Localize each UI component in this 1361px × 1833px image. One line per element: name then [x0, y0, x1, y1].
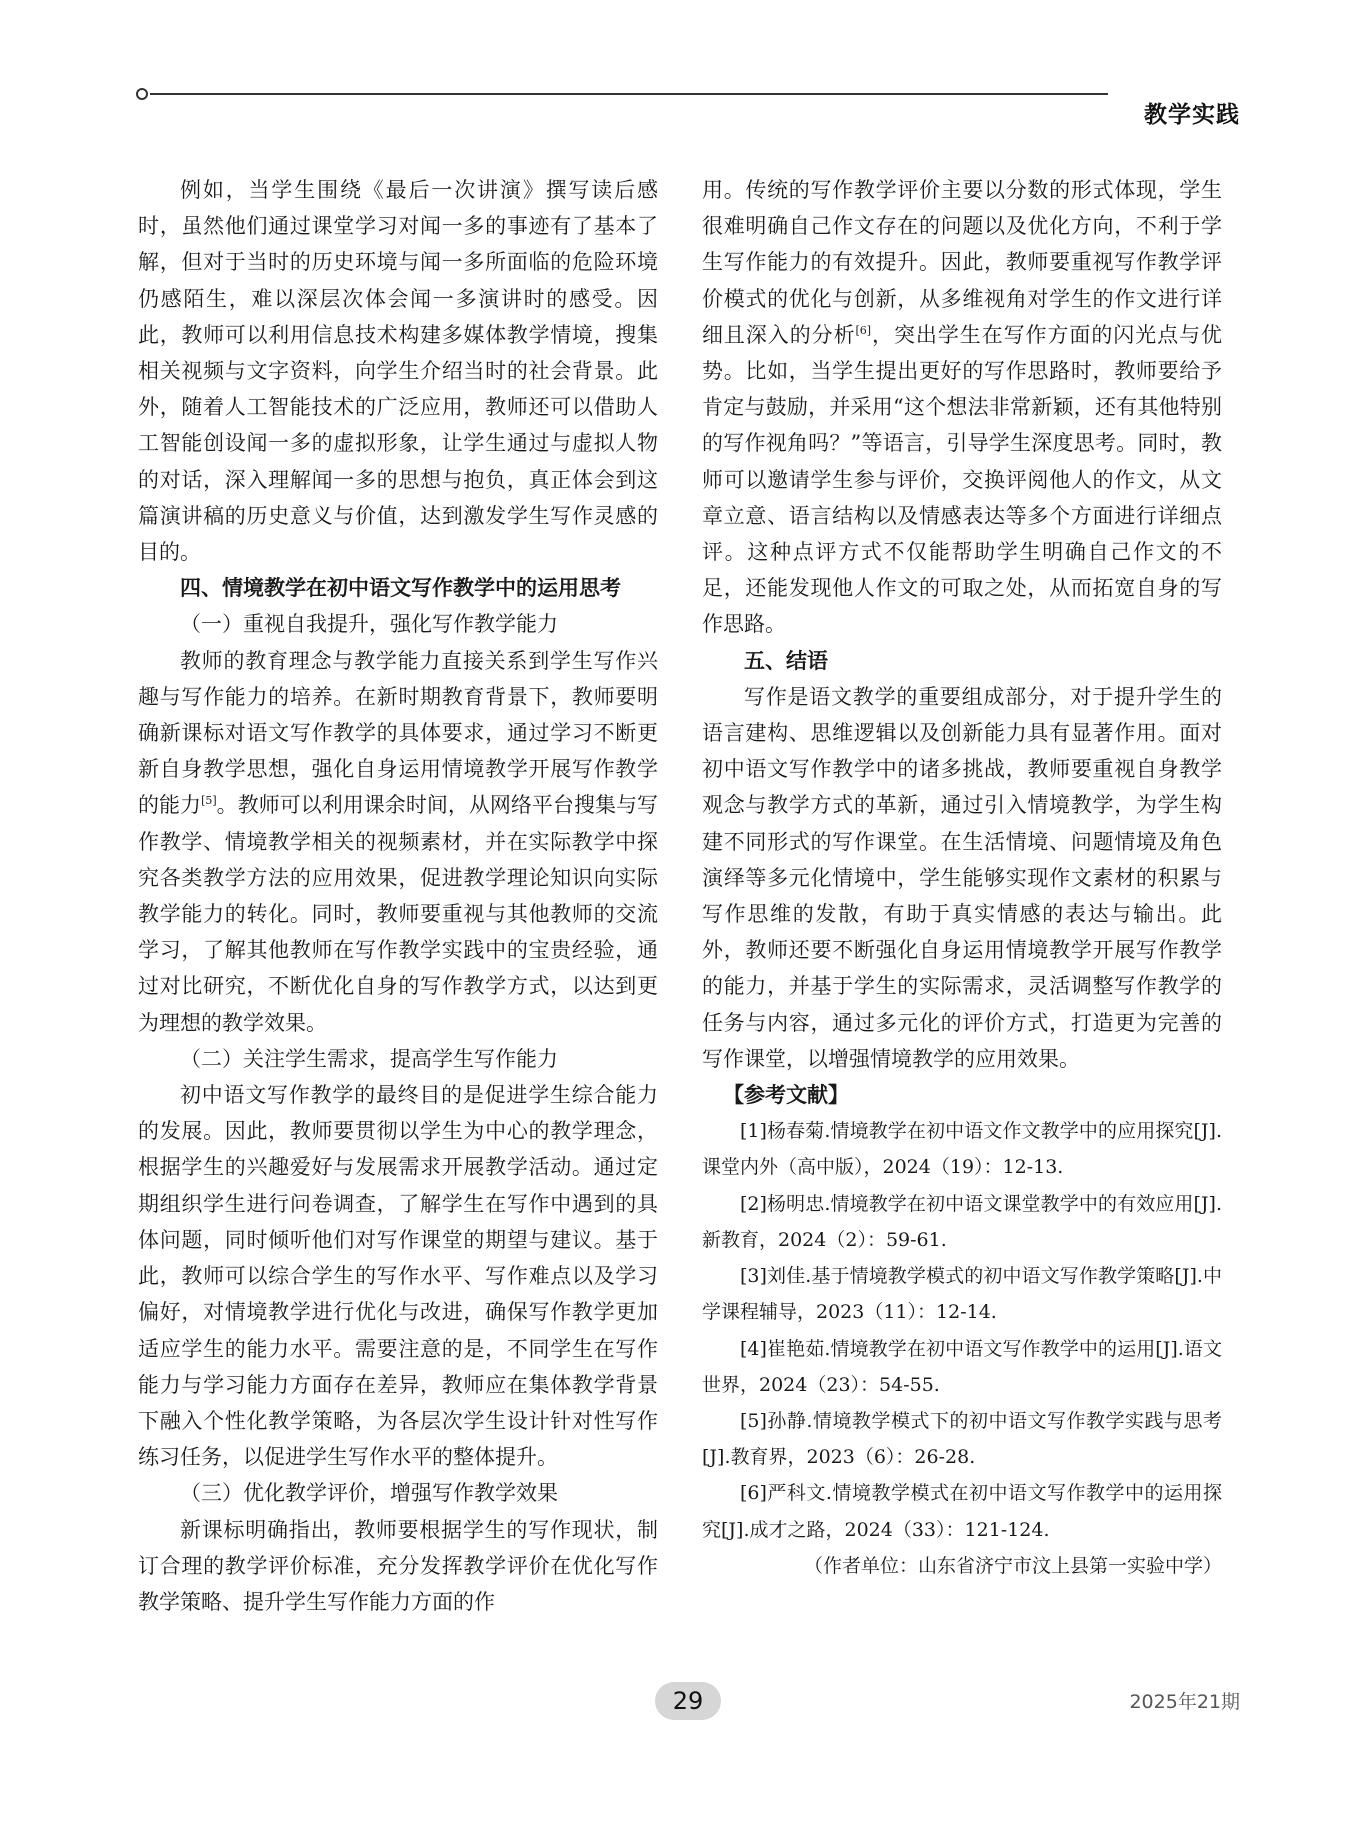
section-title: 教学实践: [1144, 102, 1240, 128]
paragraph-text: 。教师可以利用课余时间，从网络平台搜集与写作教学、情境教学相关的视频素材，并在实际教学中探究各类教学方法的应用效果，促进教学理论知识向实际教学能力的转化。同时，教师要重视与其他教师的交流学习，了解其他教师在写作教学实践中的宝贵经验，通过对比研究，不断优化自身的写作教学方式，以达到更为理想的教学效果。: [138, 793, 659, 1035]
left-column: [138, 172, 658, 1620]
paragraph: 例如，当学生围绕《最后一次讲演》撰写读后感时，虽然他们通过课堂学习对闻一多的事迹有了基本了解，但对于当时的历史环境与闻一多所面临的危险环境仍感陌生，难以深层次体会闻一多演讲时的感受。因此，教师可以利用信息技术构建多媒体教学情境，搜集相关视频与文字资料，向学生介绍当时的社会背景。此外，随着人工智能技术的广泛应用，教师还可以借助人工智能创设闻一多的虚拟形象，让学生通过与虚拟人物的对话，深入理解闻一多的思想与抱负，真正体会到这篇演讲稿的历史意义与价值，达到激发学生写作灵感的目的。: [138, 178, 658, 565]
reference-item: [3]刘佳.基于情境教学模式的初中语文写作教学策略[J].中学课程辅导，2023（11）：12-14.: [702, 1265, 1222, 1324]
paragraph: 初中语文写作教学的最终目的是促进学生综合能力的发展。因此，教师要贯彻以学生为中心的教学理念，根据学生的兴趣爱好与发展需求开展教学活动。通过定期组织学生进行问卷调查，了解学生在写作中遇到的具体问题，同时倾听他们对写作课堂的期望与建议。基于此，教师可以综合学生的写作水平、写作难点以及学习偏好，对情境教学进行优化与改进，确保写作教学更加适应学生的能力水平。需要注意的是，不同学生在写作能力与学习能力方面存在差异，教师应在集体教学背景下融入个性化教学策略，为各层次学生设计针对性写作练习任务，以促进学生写作水平的整体提升。: [138, 1083, 658, 1470]
subsection-heading: （二）关注学生需求，提高学生写作能力: [180, 1046, 558, 1071]
reference-item: [5]孙静.情境教学模式下的初中语文写作教学实践与思考[J].教育界，2023（6）：26-28.: [702, 1409, 1222, 1469]
citation-marker: [5]: [201, 794, 217, 808]
section-heading: 五、结语: [744, 648, 828, 673]
paragraph: 写作是语文教学的重要组成部分，对于提升学生的语言建构、思维逻辑以及创新能力具有显著作用。面对初中语文写作教学中的诸多挑战，教师要重视自身教学观念与教学方式的革新，通过引入情境教学，为学生构建不同形式的写作课堂。在生活情境、问题情境及角色演绎等多元化情境中，学生能够实现作文素材的积累与写作思维的发散，有助于真实情感的表达与输出。此外，教师还要不断强化自身运用情境教学开展写作教学的能力，并基于学生的实际需求，灵活调整写作教学的任务与内容，通过多元化的评价方式，打造更为完善的写作课堂，以增强情境教学的应用效果。: [702, 684, 1222, 1071]
page-number: 29: [655, 1682, 721, 1720]
header-rule: [150, 93, 1108, 95]
paragraph: [138, 643, 658, 1041]
right-column: [702, 172, 1222, 1584]
subsection-heading: （一）重视自我提升，强化写作教学能力: [180, 612, 558, 637]
reference-item: [2]杨明忠.情境教学在初中语文课堂教学中的有效应用[J].新教育，2024（2）：59-61.: [702, 1192, 1222, 1251]
citation-marker: [6]: [855, 323, 872, 337]
reference-item: [1]杨春菊.情境教学在初中语文作文教学中的应用探究[J].课堂内外（高中版），2024（19）：12-13.: [702, 1120, 1222, 1179]
author-affiliation: （作者单位：山东省济宁市汶上县第一实验中学）: [803, 1554, 1222, 1577]
paragraph-text: 用。传统的写作教学评价主要以分数的形式体现，学生很难明确自己作文存在的问题以及优化方向，不利于学生写作能力的有效提升。因此，教师要重视写作教学评价模式的优化与创新，从多维视角对学生的作文进行详细且深入的分析: [702, 178, 1222, 347]
subsection-heading: （三）优化教学评价，增强写作教学效果: [180, 1481, 558, 1506]
section-heading: 四、情境教学在初中语文写作教学中的运用思考: [180, 576, 621, 601]
paragraph: [702, 172, 1222, 643]
paragraph: 新课标明确指出，教师要根据学生的写作现状，制订合理的教学评价标准，充分发挥教学评价在优化写作教学策略、提升学生写作能力方面的作: [138, 1517, 658, 1614]
paragraph-text: 教师的教育理念与教学能力直接关系到学生写作兴趣与写作能力的培养。在新时期教育背景下，教师要明确新课标对语文写作教学的具体要求，通过学习不断更新自身教学思想，强化自身运用情境教学开展写作教学的能力: [138, 648, 658, 818]
paragraph-text: ，突出学生在写作方面的闪光点与优势。比如，当学生提出更好的写作思路时，教师要给予肯定与鼓励，并采用“这个想法非常新颖，还有其他特别的写作视角吗？”等语言，引导学生深度思考。同时，教师可以邀请学生参与评价，交换评阅他人的作文，从文章立意、语言结构以及情感表达等多个方面进行详细点评。这种点评方式不仅能帮助学生明确自己作文的不足，还能发现他人作文的可取之处，从而拓宽自身的写作思路。: [702, 322, 1222, 637]
issue-label: 2025年21期: [1129, 1691, 1240, 1713]
reference-item: [4]崔艳茹.情境教学在初中语文写作教学中的运用[J].语文世界，2024（23）：54-55.: [702, 1337, 1222, 1396]
references-heading: 【参考文献】: [723, 1083, 849, 1108]
reference-item: [6]严科文.情境教学模式在初中语文写作教学中的运用探究[J].成才之路，2024（33）：121-124.: [702, 1482, 1222, 1541]
header-circle-ornament: [136, 88, 148, 100]
